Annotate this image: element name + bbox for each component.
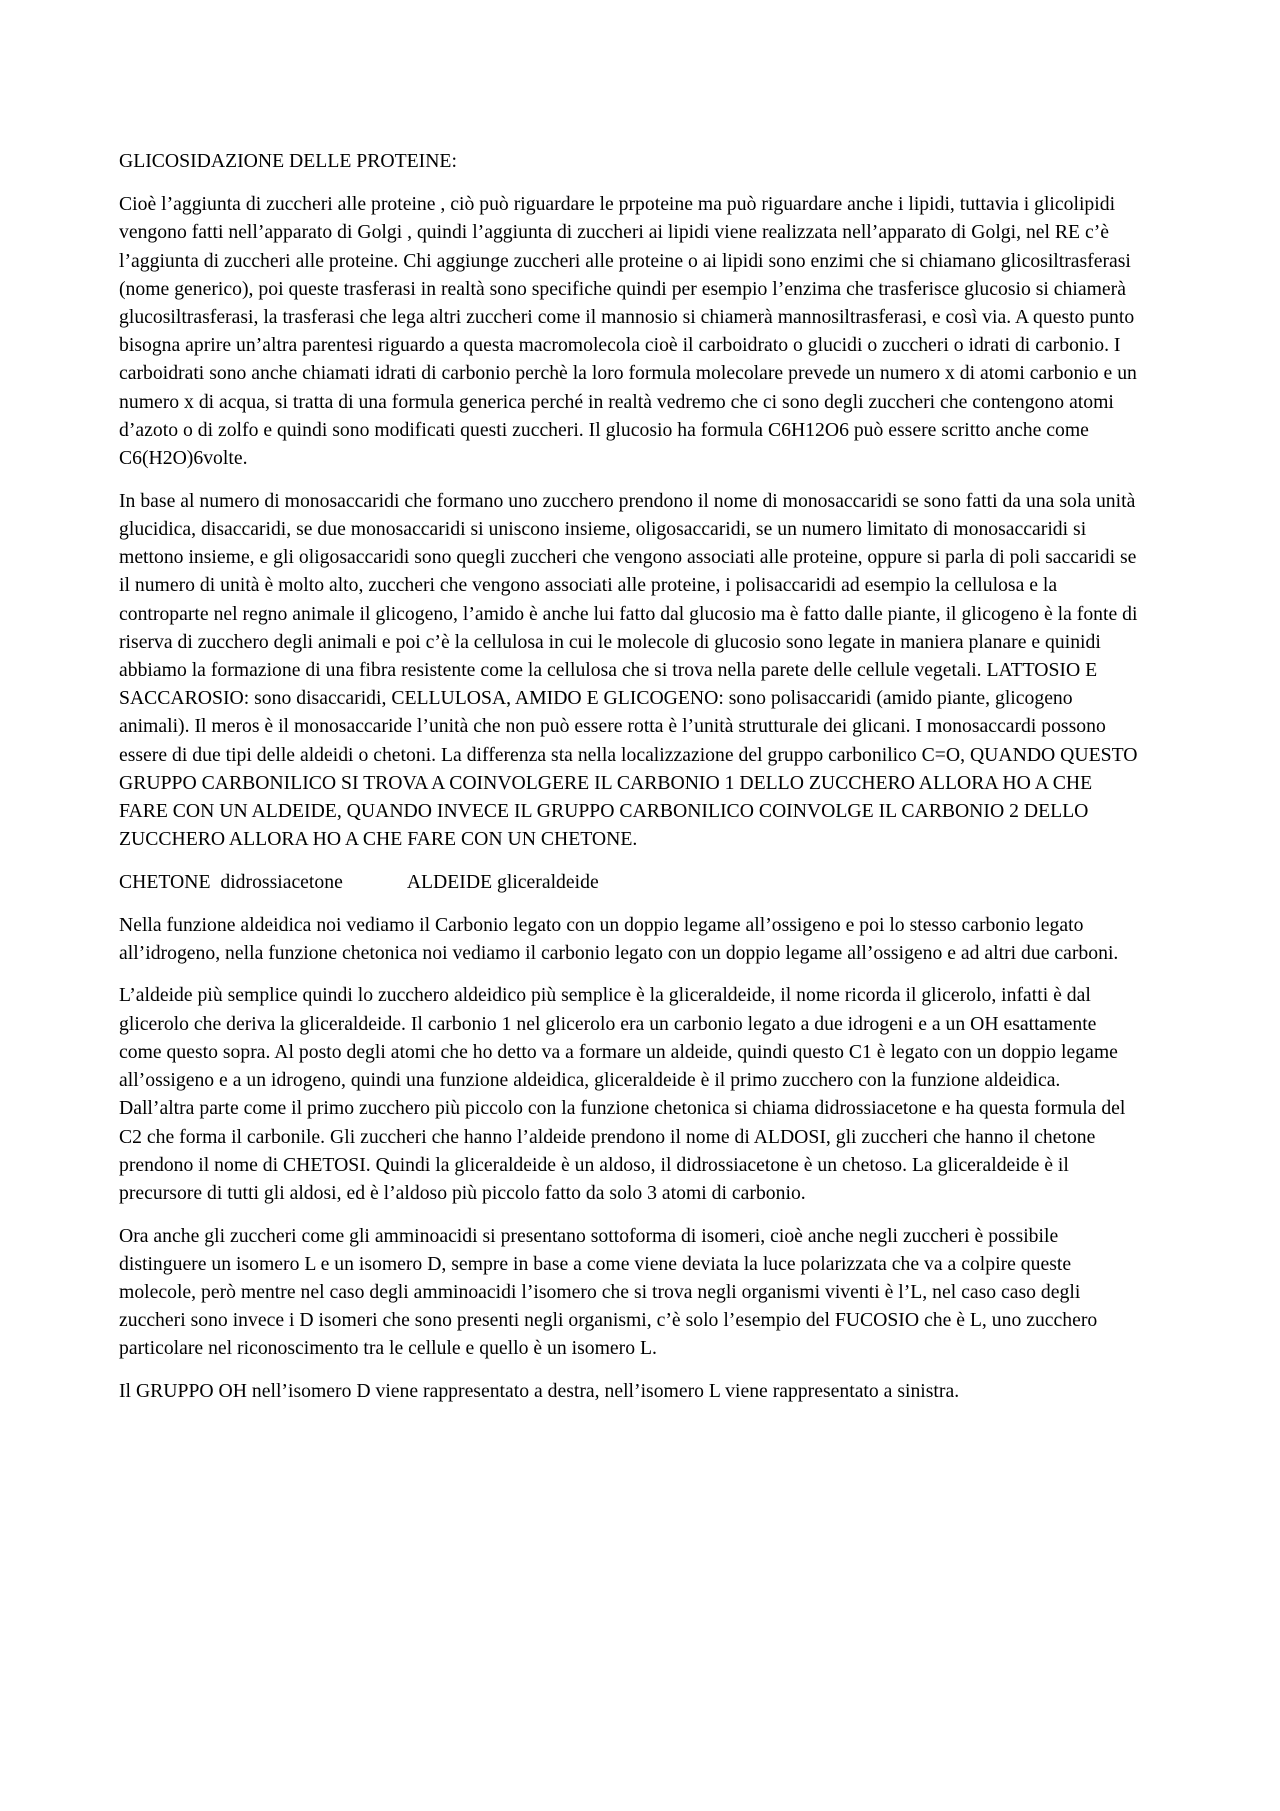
paragraph-gruppo-oh: Il GRUPPO OH nell’isomero D viene rappresentato a destra, nell’isomero L viene rappresentato a sinistra. [119, 1380, 960, 1403]
structure-labels [119, 868, 1140, 896]
label-aldeide: ALDEIDE gliceraldeide [406, 870, 599, 893]
paragraph-funzione-aldeidica: Nella funzione aldeidica noi vediamo il Carbonio legato con un doppio legame all’ossigeno e poi lo stesso carbonio legato all’idrogeno, nella funzione chetonica noi vediamo il carbonio legato con un doppio legame all’ossigeno e ad altri due carboni. [119, 913, 1119, 964]
document-title: GLICOSIDAZIONE DELLE PROTEINE: [119, 150, 457, 172]
paragraph-gliceraldeide: L’aldeide più semplice quindi lo zucchero aldeidico più semplice è la gliceraldeide, il nome ricorda il glicerolo, infatti è dal glicerolo che deriva la gliceraldeide. Il carbonio 1 nel glicerolo era un carbonio legato a due idrogeni e a un OH esattamente come questo sopra. Al posto degli atomi che ho detto va a formare un aldeide, quindi questo C1 è legato con un doppio legame all’ossigeno e a un idrogeno, quindi una funzione aldeidica, gliceraldeide è il primo zucchero con la funzione aldeidica. Dall’altra parte come il primo zucchero più piccolo con la funzione chetonica si chiama didrossiacetone e ha questa formula del C2 che forma il carbonile. Gli zuccheri che hanno l’aldeide prendono il nome di ALDOSI, gli zuccheri che hanno il chetone prendono il nome di CHETOSI. Quindi la gliceraldeide è un aldoso, il didrossiacetone è un chetoso. La gliceraldeide è il precursore di tutti gli aldosi, ed è l’aldoso più piccolo fatto da solo 3 atomi di carbonio. [119, 984, 1126, 1204]
document-page [119, 147, 1140, 1420]
paragraph-isomeri: Ora anche gli zuccheri come gli amminoacidi si presentano sottoforma di isomeri, cioè anche negli zuccheri è possibile distinguere un isomero L e un isomero D, sempre in base a come viene deviata la luce polarizzata che va a colpire queste molecole, però mentre nel caso degli amminoacidi l’isomero che si trova negli organismi viventi è l’L, nel caso caso degli zuccheri sono invece i D isomeri che sono presenti negli organismi, c’è solo l’esempio del FUCOSIO che è L, uno zucchero particolare nel riconoscimento tra le cellule e quello è un isomero L. [119, 1224, 1098, 1360]
paragraph-monosaccaridi: In base al numero di monosaccaridi che formano uno zucchero prendono il nome di monosaccaridi se sono fatti da una sola unità glucidica, disaccaridi, se due monosaccaridi si uniscono insieme, oligosaccaridi, se un numero limitato di monosaccaridi si mettono insieme, e gli oligosaccaridi sono quegli zuccheri che vengono associati alle proteine, oppure si parla di poli saccaridi se il numero di unità è molto alto, zuccheri che vengono associati alle proteine, i polisaccaridi ad esempio la cellulosa e la controparte nel regno animale il glicogeno, l’amido è anche lui fatto dal glucosio ma è fatto dalle piante, il glicogeno è la fonte di riserva di zucchero degli animali e poi c’è la cellulosa in cui le molecole di glucosio sono legate in maniera planare e quinidi abbiamo la formazione di una fibra resistente come la cellulosa che si trova nella parete delle cellule vegetali. LATTOSIO E SACCAROSIO: sono disaccaridi, CELLULOSA, AMIDO E GLICOGENO: sono polisaccaridi (amido piante, glicogeno animali). Il meros è il monosaccaride l’unità che non può essere rotta è l’unità strutturale dei glicani. I monosaccardi possono essere di due tipi delle aldeidi o chetoni. La differenza sta nella localizzazione del gruppo carbonilico C=O, QUANDO QUESTO GRUPPO CARBONILICO SI TROVA A COINVOLGERE IL CARBONIO 1 DELLO ZUCCHERO ALLORA HO A CHE FARE CON UN ALDEIDE, QUANDO INVECE IL GRUPPO CARBONILICO COINVOLGE IL CARBONIO 2 DELLO ZUCCHERO ALLORA HO A CHE FARE CON UN CHETONE. [119, 489, 1138, 851]
label-chetone: CHETONE didrossiacetone [119, 870, 343, 893]
paragraph-glicosidazione: Cioè l’aggiunta di zuccheri alle proteine , ciò può riguardare le prpoteine ma può riguardare anche i lipidi, tuttavia i glicolipidi vengono fatti nell’apparato di Golgi , quindi l’aggiunta di zuccheri ai lipidi viene realizzata nell’apparato di Golgi, nel RE c’è l’aggiunta di zuccheri alle proteine. Chi aggiunge zuccheri alle proteine o ai lipidi sono enzimi che si chiamano glicosiltrasferasi (nome generico), poi queste trasferasi in realtà sono specifiche quindi per esempio l’enzima che trasferisce glucosio si chiamerà glucosiltrasferasi, la trasferasi che lega altri zuccheri come il mannosio si chiamerà mannosiltrasferasi, e così via. A questo punto bisogna aprire un’altra parentesi riguardo a questa macromolecola cioè il carboidrato o glucidi o zuccheri o idrati di carbonio. I carboidrati sono anche chiamati idrati di carbonio perchè la loro formula molecolare prevede un numero x di atomi carbonio e un numero x di acqua, si tratta di una formula generica perché in realtà vedremo che ci sono degli zuccheri che contengono atomi d’azoto o di zolfo e quindi sono modificati questi zuccheri. Il glucosio ha formula C6H12O6 può essere scritto anche come C6(H2O)6volte. [119, 193, 1137, 470]
